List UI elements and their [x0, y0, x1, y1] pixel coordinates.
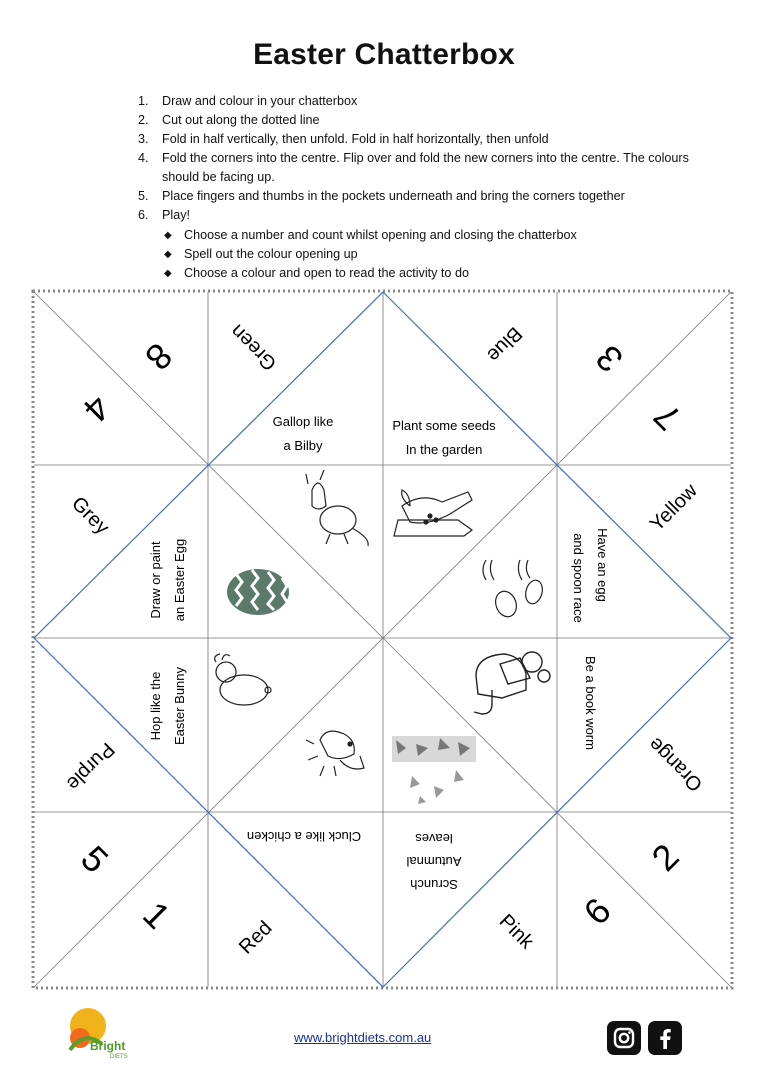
colour-purple: Purple — [62, 738, 119, 795]
step-3: 3. Fold in half vertically, then unfold. Fold in half horizontally, then unfold — [138, 132, 549, 146]
planting-illustration — [394, 490, 472, 536]
number-3: 3 — [587, 337, 631, 381]
activity-bilby-2: a Bilby — [283, 438, 323, 453]
activity-bilby-1: Gallop like — [272, 414, 334, 429]
number-7: 7 — [645, 395, 689, 439]
website-link[interactable]: www.brightdiets.com.au — [294, 1030, 432, 1045]
instagram-icon[interactable] — [607, 1021, 641, 1055]
number-1: 1 — [135, 893, 179, 937]
bunny-illustration — [215, 654, 271, 705]
step-5: 5. Place fingers and thumbs in the pockets underneath and bring the corners together — [138, 189, 625, 203]
leaves-illustration — [392, 736, 476, 804]
activity-book: Be a book worm — [583, 656, 598, 750]
egg-spoon-illustration — [483, 560, 545, 620]
facebook-icon[interactable] — [648, 1021, 682, 1055]
bilby-illustration — [306, 470, 368, 546]
chicken-illustration — [306, 731, 364, 776]
activity-spoon-2: and spoon race — [571, 533, 586, 623]
bullet-3: ◆ Choose a colour and open to read the activity to do — [162, 264, 577, 283]
activity-bunny-2: Easter Bunny — [172, 666, 187, 746]
facebook-glyph — [648, 1021, 682, 1055]
diamond-icon: ◆ — [164, 249, 172, 260]
colour-orange: Orange — [644, 732, 708, 796]
step-6: 6. Play! — [138, 208, 190, 222]
activity-seeds-2: In the garden — [405, 442, 483, 457]
number-6: 6 — [575, 889, 619, 933]
step-1: 1. Draw and colour in your chatterbox — [138, 94, 358, 108]
bright-diets-logo — [70, 1008, 128, 1060]
activity-bunny-1: Hop like the — [148, 671, 163, 741]
activity-leaves-1: Scrunch — [410, 877, 458, 892]
activity-spoon-1: Have an egg — [595, 528, 610, 602]
colour-green: Green — [226, 319, 282, 375]
number-4: 4 — [75, 387, 119, 431]
activity-egg-2: an Easter Egg — [172, 538, 187, 622]
diamond-icon: ◆ — [164, 268, 172, 279]
activity-leaves-3: leaves — [415, 831, 453, 846]
fold-grid — [34, 292, 731, 987]
instagram-glyph — [607, 1021, 641, 1055]
activity-leaves-2: Autumnal — [406, 854, 462, 869]
colour-yellow: Yellow — [645, 479, 702, 536]
step-4: 4. Fold the corners into the centre. Flip over and fold the new corners into the centre. The colours should be facing up. — [138, 151, 689, 184]
number-8: 8 — [137, 335, 181, 379]
activity-chicken: Cluck like a chicken — [246, 829, 362, 844]
colour-red: Red — [235, 917, 277, 959]
step-2: 2. Cut out along the dotted line — [138, 113, 320, 127]
logo-text: Bright — [90, 1039, 126, 1053]
colour-grey: Grey — [67, 492, 114, 539]
easter-egg-illustration — [227, 569, 289, 615]
activity-egg-1: Draw or paint — [148, 541, 163, 619]
activity-seeds-1: Plant some seeds — [392, 418, 496, 433]
colour-pink: Pink — [494, 910, 538, 954]
colour-blue: Blue — [482, 322, 527, 367]
number-5: 5 — [73, 837, 117, 881]
bookworm-illustration — [474, 652, 550, 714]
bullet-1: ◆ Choose a number and count whilst opening and closing the chatterbox — [162, 226, 577, 245]
page-title: Easter Chatterbox — [253, 38, 515, 71]
logo-subtext: DIETS — [110, 1054, 128, 1060]
number-2: 2 — [643, 835, 687, 879]
bullet-2: ◆ Spell out the colour opening up — [162, 245, 577, 264]
diamond-icon: ◆ — [164, 230, 172, 241]
